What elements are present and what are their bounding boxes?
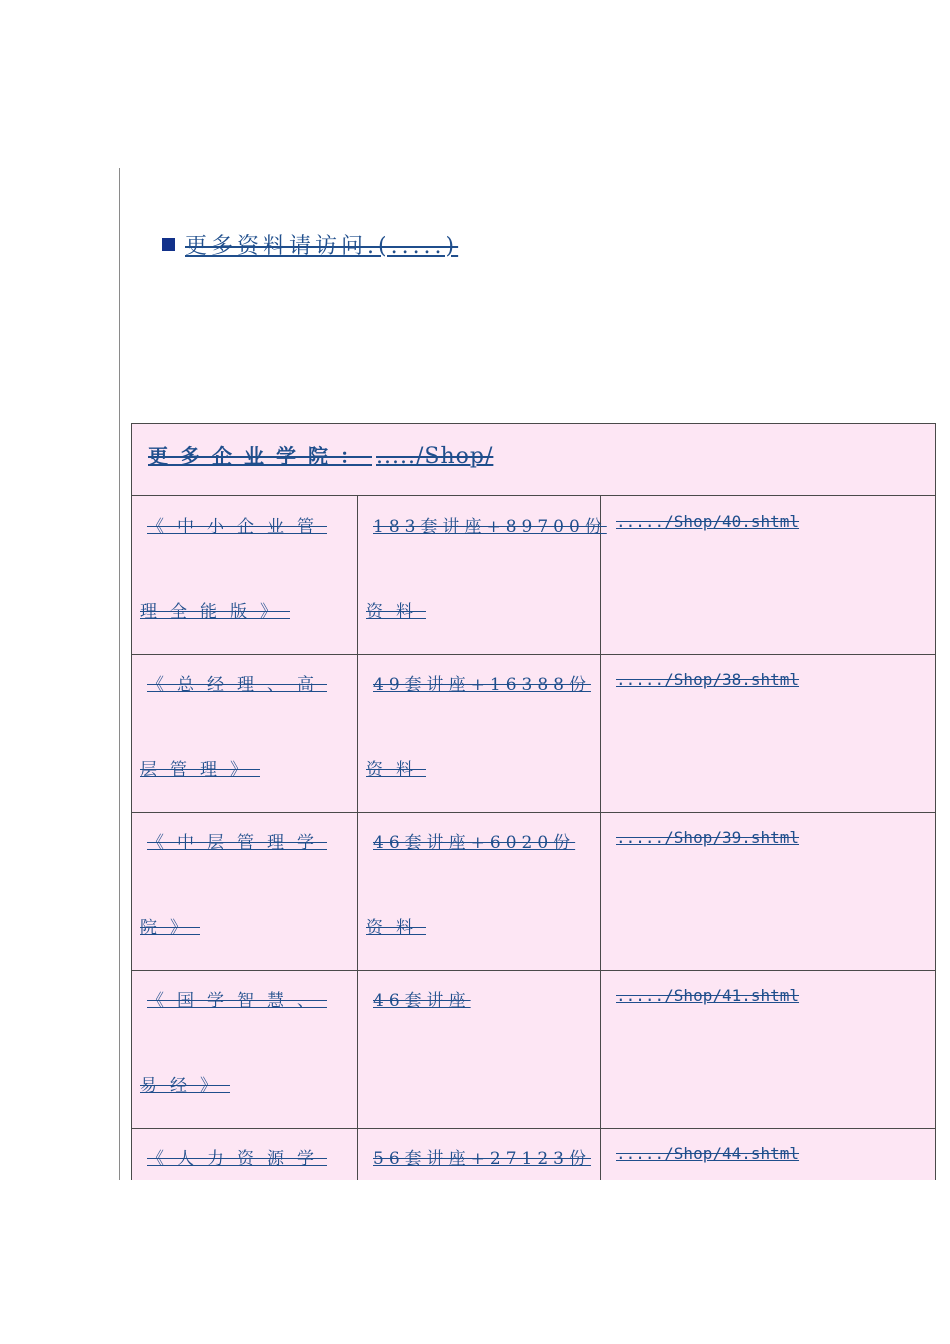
title-line-1[interactable]: 《中小企业管 xyxy=(147,517,327,537)
table-row xyxy=(132,1128,935,1180)
title-line-1[interactable]: 《总经理、高 xyxy=(147,675,327,695)
url-cell xyxy=(601,1128,935,1180)
url-link[interactable]: ...../Shop/39.shtml xyxy=(616,828,800,847)
count-line-2[interactable]: 资料 xyxy=(366,760,426,780)
title-cell xyxy=(132,654,358,812)
table-row xyxy=(132,970,935,1129)
count-line-1[interactable]: 183套讲座+89700份 xyxy=(373,517,607,537)
title-cell xyxy=(132,970,358,1128)
square-bullet-icon xyxy=(162,238,175,251)
title-line-2[interactable]: 理全能版》 xyxy=(140,602,290,622)
title-cell xyxy=(132,812,358,970)
url-link[interactable]: ...../Shop/44.shtml xyxy=(616,1144,800,1163)
more-resources-text: 更多资料请访问.(.....) xyxy=(185,234,459,259)
header-label: 更多企业学院： xyxy=(148,444,372,468)
count-line-2[interactable]: 资料 xyxy=(366,918,426,938)
title-line-2[interactable]: 层管理》 xyxy=(140,760,260,780)
table-header-row xyxy=(132,424,935,496)
count-line-1[interactable]: 46套讲座 xyxy=(373,991,471,1011)
count-cell xyxy=(358,496,607,654)
title-line-2[interactable]: 院》 xyxy=(140,918,200,938)
url-link[interactable]: ...../Shop/41.shtml xyxy=(616,986,800,1005)
table-header[interactable] xyxy=(148,440,493,469)
header-url: ...../Shop/ xyxy=(376,444,494,469)
url-cell xyxy=(601,970,935,1128)
count-line-1[interactable]: 56套讲座+27123份 xyxy=(373,1149,591,1169)
count-cell xyxy=(358,970,601,1128)
count-line-1[interactable]: 46套讲座+6020份 xyxy=(373,833,576,853)
table-row xyxy=(132,812,935,971)
table-row xyxy=(132,496,935,655)
url-cell xyxy=(601,496,935,654)
title-line-1[interactable]: 《中层管理学 xyxy=(147,833,327,853)
academy-table xyxy=(131,423,936,1180)
title-line-1[interactable]: 《国学智慧、 xyxy=(147,991,327,1011)
more-resources-link[interactable] xyxy=(162,229,458,260)
title-line-1[interactable]: 《人力资源学 xyxy=(147,1149,327,1169)
count-cell xyxy=(358,1128,601,1180)
page-margin-line xyxy=(119,168,120,1180)
count-line-2[interactable]: 资料 xyxy=(366,602,426,622)
title-cell xyxy=(132,496,358,654)
count-cell xyxy=(358,654,601,812)
title-cell xyxy=(132,1128,358,1180)
url-link[interactable]: ...../Shop/40.shtml xyxy=(616,512,800,531)
url-link[interactable]: ...../Shop/38.shtml xyxy=(616,670,800,689)
url-cell xyxy=(601,812,935,970)
table-row xyxy=(132,654,935,813)
count-cell xyxy=(358,812,601,970)
count-line-1[interactable]: 49套讲座+16388份 xyxy=(373,675,591,695)
title-line-2[interactable]: 易经》 xyxy=(140,1076,230,1096)
url-cell xyxy=(601,654,935,812)
